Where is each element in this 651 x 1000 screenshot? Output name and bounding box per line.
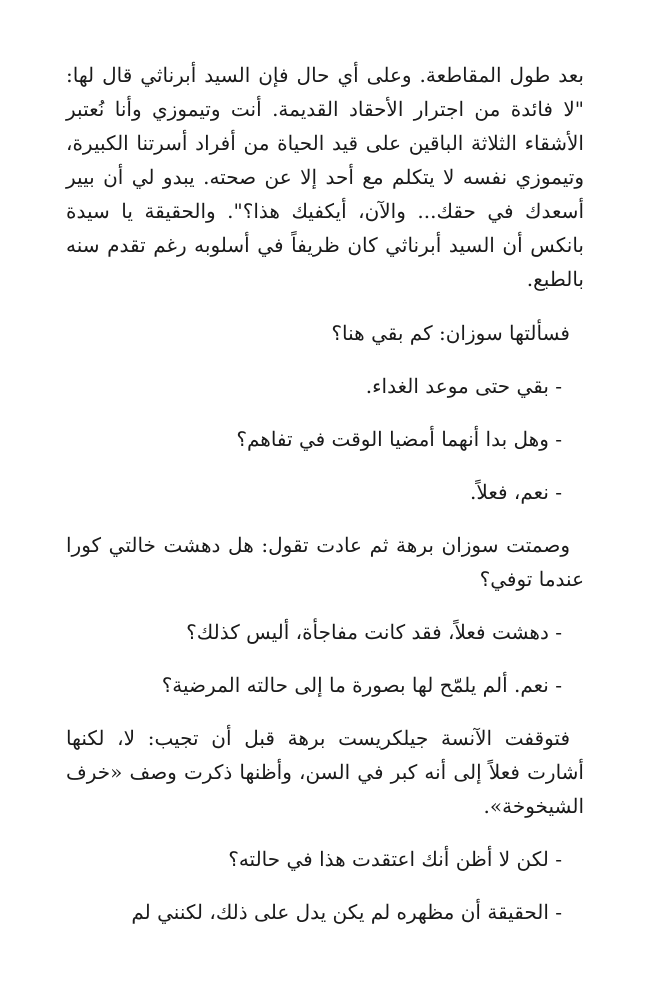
dialogue-line-5: - نعم. ألم يلمّح لها بصورة ما إلى حالته المرضية؟ bbox=[161, 673, 562, 697]
paragraph-narration-3: فتوقفت الآنسة جيلكريست برهة قبل أن تجيب: لا، لكنها أشارت فعلاً إلى أنه كبر في السن، وأظنها ذكرت وصف «خرف الشيخوخة». bbox=[66, 726, 584, 818]
dialogue-line-6: - لكن لا أظن أنك اعتقدت هذا في حالته؟ bbox=[228, 847, 562, 871]
dialogue-line-1: - بقي حتى موعد الغداء. bbox=[365, 374, 562, 398]
dialogue-line-7: - الحقيقة أن مظهره لم يكن يدل على ذلك، لكنني لم bbox=[131, 900, 562, 924]
paragraph-susan-question: فسألتها سوزان: كم بقي هنا؟ bbox=[331, 321, 570, 345]
dialogue-line-3: - نعم، فعلاً. bbox=[470, 480, 562, 504]
dialogue-line-4: - دهشت فعلاً، فقد كانت مفاجأة، أليس كذلك؟ bbox=[186, 620, 562, 644]
paragraph-narration-2: وصمتت سوزان برهة ثم عادت تقول: هل دهشت خالتي كورا عندما توفي؟ bbox=[66, 533, 584, 591]
book-page bbox=[66, 58, 584, 929]
dialogue-line-2: - وهل بدا أنهما أمضيا الوقت في تفاهم؟ bbox=[236, 427, 562, 451]
paragraph-narration-1: بعد طول المقاطعة. وعلى أي حال فإن السيد أبرناثي قال لها: "لا فائدة من اجترار الأحقاد القديمة. أنت وتيموزي وأنا نُعتبر الأشقاء الثلاثة الباقين على قيد الحياة من أفراد أسرتنا الكبيرة، وتيموزي نفسه لا يتكلم مع أحد إلا عن صحته. يبدو لي أن بيير أسعدك في حقك... والآن، أيكفيك هذا؟". والحقيقة يا سيدة بانكس أن السيد أبرناثي كان ظريفاً في أسلوبه رغم تقدم سنه بالطبع. bbox=[66, 63, 584, 291]
